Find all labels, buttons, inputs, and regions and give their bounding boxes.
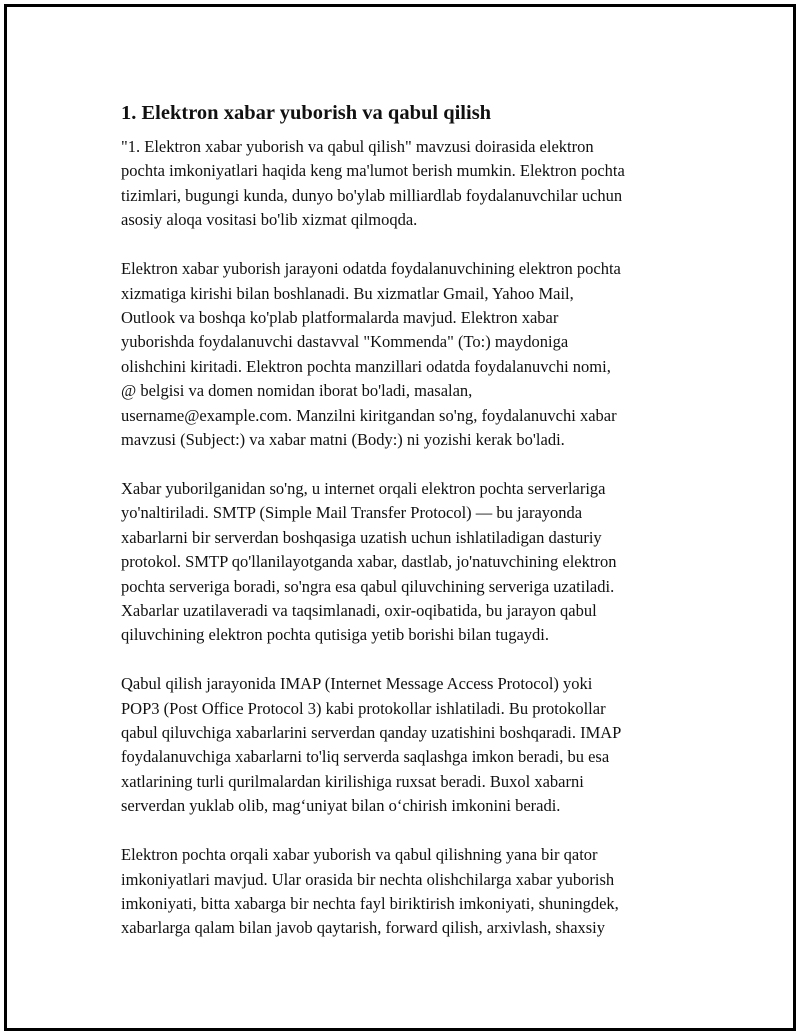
paragraph-line: username@example.com. Manzilni kiritgandan so'ng, foydalanuvchi xabar — [121, 405, 617, 425]
paragraph-line: tizimlari, bugungi kunda, dunyo bo'ylab milliardlab foydalanuvchilar uchun — [121, 185, 623, 205]
paragraph-line: xabarlarga qalam bilan javob qaytarish, forward qilish, arxivlash, shaxsiy — [121, 918, 606, 938]
paragraph-line: qiluvchining elektron pochta qutisiga yetib borishi bilan tugaydi. — [121, 625, 550, 645]
paragraph — [121, 843, 701, 941]
page-frame — [4, 4, 796, 1031]
paragraph-line: Xabarlar uzatilaveradi va taqsimlanadi, oxir-oqibatida, bu jarayon qabul — [121, 600, 597, 620]
paragraph-line: @ belgisi va domen nomidan iborat bo'ladi, masalan, — [121, 381, 473, 401]
paragraph-line: imkoniyati, bitta xabarga bir nechta fayl biriktirish imkoniyati, shuningdek, — [121, 893, 619, 913]
paragraph-line: Elektron pochta orqali xabar yuborish va qabul qilishning yana bir qator — [121, 845, 598, 865]
paragraph-line: "1. Elektron xabar yuborish va qabul qilish" mavzusi doirasida elektron — [121, 137, 594, 156]
paragraph — [121, 135, 701, 233]
paragraph-line: Qabul qilish jarayonida IMAP (Internet Message Access Protocol) yoki — [121, 674, 593, 694]
section-heading: 1. Elektron xabar yuborish va qabul qilish — [121, 102, 492, 124]
paragraph-line: mavzusi (Subject:) va xabar matni (Body:) ni yozishi kerak bo'ladi. — [121, 429, 565, 449]
paragraph-line: xatlarining turli qurilmalardan kirilishiga ruxsat beradi. Buxol xabarni — [121, 771, 584, 791]
paragraph-line: Outlook va boshqa ko'plab platformalarda mavjud. Elektron xabar — [121, 307, 559, 327]
paragraph-line: POP3 (Post Office Protocol 3) kabi protokollar ishlatiladi. Bu protokollar — [121, 698, 606, 718]
paragraph-line: pochta imkoniyatlari haqida keng ma'lumot berish mumkin. Elektron pochta — [121, 161, 625, 181]
paragraph — [121, 257, 701, 452]
paragraph-line: protokol. SMTP qo'llanilayotganda xabar, dastlab, jo'natuvchining elektron — [121, 552, 617, 572]
paragraph-line: Elektron xabar yuborish jarayoni odatda foydalanuvchining elektron pochta — [121, 259, 621, 279]
paragraph-line: asosiy aloqa vositasi bo'lib xizmat qilmoqda. — [121, 210, 418, 230]
paragraph-line: Xabar yuborilganidan so'ng, u internet orqali elektron pochta serverlariga — [121, 478, 606, 498]
document-body — [121, 99, 701, 965]
paragraph-line: yuborishda foydalanuvchi dastavval "Kommenda" (To:) maydoniga — [121, 332, 569, 352]
paragraph-list — [121, 135, 701, 941]
paragraph-line: yo'naltiriladi. SMTP (Simple Mail Transfer Protocol) — bu jarayonda — [121, 503, 583, 523]
paragraph-line: foydalanuvchiga xabarlarni to'liq serverda saqlashga imkon beradi, bu esa — [121, 747, 610, 767]
paragraph — [121, 672, 701, 818]
paragraph-line: pochta serveriga boradi, so'ngra esa qabul qiluvchining serveriga uzatiladi. — [121, 576, 615, 596]
paragraph-line: imkoniyatlari mavjud. Ular orasida bir nechta olishchilarga xabar yuborish — [121, 869, 615, 889]
paragraph-line: xabarlarni bir serverdan boshqasiga uzatish uchun ishlatiladigan dasturiy — [121, 527, 602, 547]
paragraph-line: olishchini kiritadi. Elektron pochta manzillari odatda foydalanuvchi nomi, — [121, 356, 611, 376]
paragraph-line: xizmatiga kirishi bilan boshlanadi. Bu xizmatlar Gmail, Yahoo Mail, — [121, 283, 574, 303]
paragraph — [121, 477, 701, 648]
paragraph-line: serverdan yuklab olib, mag‘uniyat bilan o‘chirish imkonini beradi. — [121, 796, 561, 816]
paragraph-line: qabul qiluvchiga xabarlarini serverdan qanday uzatishini boshqaradi. IMAP — [121, 723, 622, 743]
